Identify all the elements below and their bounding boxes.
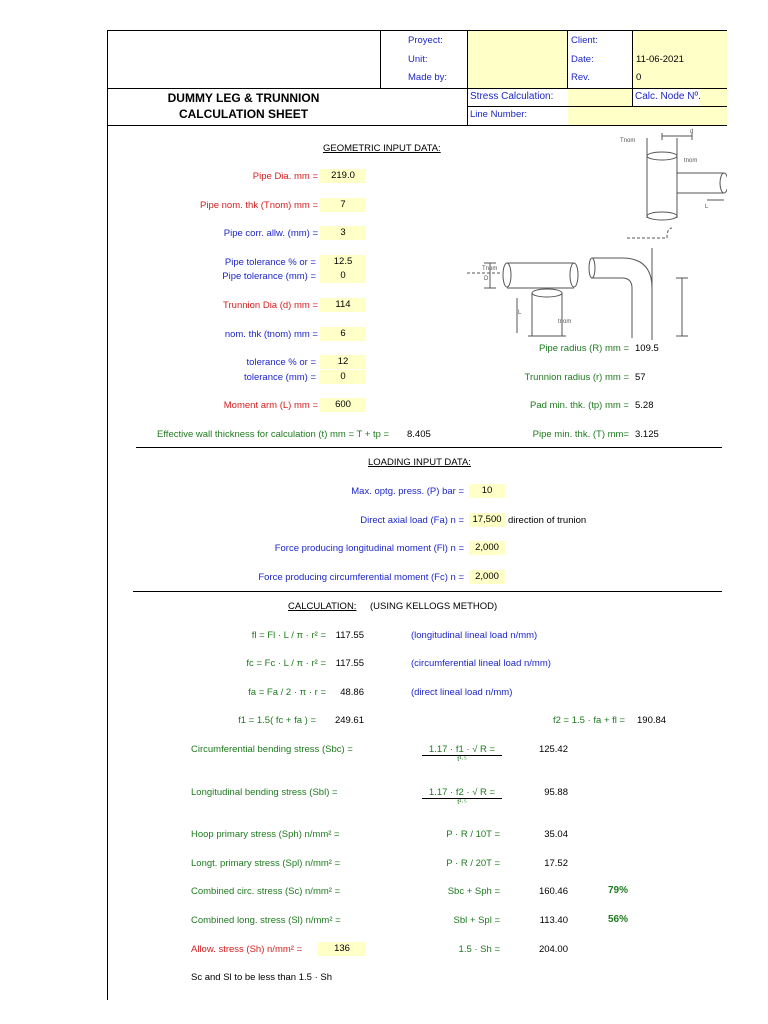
pipe-tol-pct-label: Pipe tolerance % or = [224,257,316,268]
sl-percent: 56% [608,914,629,925]
axial-load-label: Direct axial load (Fa) n = [360,515,464,526]
calc-node-label: Calc. Node Nº. [635,91,701,102]
loading-section-title: LOADING INPUT DATA: [368,457,471,468]
diagram-vertical-pipe [647,138,677,218]
diagram-horizontal-pipe-left-end [503,263,511,287]
spl-label: Longt. primary stress (Spl) n/mm² = [191,858,341,869]
diagram-pipe-top-end [647,152,677,160]
axial-load-input[interactable]: 17,500 [469,513,505,527]
rev-value[interactable]: 0 [636,72,642,83]
trunnion-radius-label: Trunnion radius (r) mm = [524,372,629,383]
pipe-tol-mm-input[interactable]: 0 [320,269,366,283]
diagram-label-2: d [690,129,694,135]
diagram-dummy-leg-top [532,289,562,297]
header-divider-1 [380,30,381,88]
fc-value: 117.55 [335,658,364,669]
f2-formula: f2 = 1.5 · fa + fl = [553,715,626,726]
pipe-corr-label: Pipe corr. allw. (mm) = [223,228,318,239]
sc-label: Combined circ. stress (Sc) n/mm² = [191,886,341,897]
line-number-label: Line Number: [470,109,528,120]
diagram-pipe-bottom-end [647,212,677,220]
sl-formula: Sbl + Spl = [453,915,500,926]
pipe-min-value: 3.125 [635,429,659,440]
tol-mm-label: tolerance (mm) = [243,372,316,383]
section-divider-2 [133,591,722,592]
stress-calc-cell[interactable] [568,89,632,106]
made-by-label: Made by: [408,72,448,83]
conclusion-note: Sc and Sl to be less than 1.5 · Sh [191,972,333,983]
diagram-label-6: Tnom [482,266,498,272]
geometric-section-title: GEOMETRIC INPUT DATA: [323,143,441,154]
sbc-formula-denominator: t¹·⁵ [457,756,467,763]
trunnion-radius-value: 57 [635,372,646,383]
eff-wall-label: Effective wall thickness for calculation (t) mm = T + tp = [157,429,390,440]
fl-load-input[interactable]: 2,000 [469,541,505,555]
fl-load-label: Force producing longitudinal moment (Fl) n = [274,543,464,554]
spl-formula: P · R / 20T = [446,858,500,869]
sh-result: 204.00 [538,944,568,955]
tol-pct-input[interactable]: 12 [320,355,366,369]
tol-mm-input[interactable]: 0 [320,370,366,384]
fc-note: (circumferential lineal load n/mm) [411,658,551,669]
moment-arm-label: Moment arm (L) mm = [223,400,318,411]
diagram-elbow-dim [676,278,688,336]
pressure-label: Max. optg. press. (P) bar = [351,486,464,497]
diagram-label-1: Tnom [620,138,636,144]
pipe-corr-input[interactable]: 3 [320,226,366,240]
header-hline-3 [107,125,727,126]
diagram-label-5: D [484,276,489,282]
fa-value: 48.86 [340,687,364,698]
sbl-value: 95.88 [544,787,568,798]
sc-percent: 79% [608,885,629,896]
f1-value: 249.61 [334,715,364,726]
fc-load-label: Force producing circumferential moment (Fc) n = [258,572,464,583]
pipe-dia-input[interactable]: 219.0 [320,169,366,183]
sph-label: Hoop primary stress (Sph) n/mm² = [191,829,340,840]
diagram-elbow-inlet [589,258,595,278]
line-number-cell[interactable] [568,107,727,125]
nom-thk-input[interactable]: 6 [320,327,366,341]
diagram-horizontal-pipe [507,263,574,288]
pipe-radius-value: 109.5 [635,343,659,354]
pad-min-value: 5.28 [635,400,654,411]
eff-wall-value: 8.405 [407,429,431,440]
pipe-min-label: Pipe min. thk. (T) mm= [532,429,629,440]
sl-value: 113.40 [539,915,568,926]
sbl-formula-numerator: 1.17 · f2 · √ R = [422,787,502,799]
diagram-label-7: tnom [558,319,572,325]
fc-formula: fc = Fc · L / π · r² = [246,658,326,669]
pipe-thk-label: Pipe nom. thk (Tnom) mm = [200,200,318,211]
sbl-formula [422,787,502,806]
diagram-trunnion-end [720,173,727,193]
moment-arm-input[interactable]: 600 [320,398,366,412]
client-label: Client: [571,35,598,46]
sheet-left-border [107,30,108,1000]
sh-label: Allow. stress (Sh) n/mm² = [191,944,303,955]
diagram-horizontal-pipe-right-end [570,263,578,287]
pipe-radius-label: Pipe radius (R) mm = [538,343,629,354]
header-hline-1 [107,88,727,89]
diagram-elbow-centerline [627,228,672,238]
project-label: Proyect: [408,35,443,46]
pipe-thk-input[interactable]: 7 [320,198,366,212]
date-label: Date: [571,54,594,65]
pipe-dia-label: Pipe Dia. mm = [252,171,318,182]
sl-label: Combined long. stress (Sl) n/mm² = [191,915,341,926]
sh-input[interactable]: 136 [318,942,366,956]
diagram-label-8: L [518,310,522,316]
f2-value: 190.84 [637,715,667,726]
pipe-tol-mm-label: Pipe tolerance (mm) = [222,271,316,282]
sbc-formula [422,744,502,763]
sheet-title-line2: CALCULATION SHEET [178,107,309,121]
sph-formula: P · R / 10T = [446,829,500,840]
sbc-value: 125.42 [538,744,568,755]
sbc-label: Circumferential bending stress (Sbc) = [191,744,353,755]
date-value[interactable]: 11-06-2021 [636,54,684,65]
nom-thk-label: nom. thk (tnom) mm = [224,329,318,340]
header-divider-3 [567,30,568,88]
sph-value: 35.04 [544,829,568,840]
fl-value: 117.55 [335,630,364,641]
trunnion-dia-label: Trunnion Dia (d) mm = [223,300,318,311]
stress-calc-label: Stress Calculation: [470,91,554,102]
diagram-label-4: L [705,204,709,210]
fc-load-input[interactable]: 2,000 [469,570,505,584]
trunnion-dia-input[interactable]: 114 [320,298,366,312]
f1-formula: f1 = 1.5( fc + fa ) = [238,715,316,726]
fl-formula: fl = Fl · L / π · r² = [251,630,326,641]
calculation-section-title: CALCULATION: [288,601,357,612]
diagram-horizontal-trunnion [677,173,724,193]
sc-value: 160.46 [538,886,568,897]
pipe-tol-pct-input[interactable]: 12.5 [320,255,366,269]
diagram-label-3: tnom [684,158,698,164]
axial-load-note: direction of trunion [508,515,587,526]
sheet-title-line1: DUMMY LEG & TRUNNION [167,91,320,105]
diagram-top-dim-lines [662,133,724,200]
section-divider-1 [136,447,722,448]
sbl-label: Longitudinal bending stress (Sbl) = [191,787,338,798]
fa-formula: fa = Fa / 2 · π · r = [248,687,326,698]
tol-pct-label: tolerance % or = [246,357,316,368]
sh-formula: 1.5 · Sh = [458,944,500,955]
sc-formula: Sbc + Sph = [447,886,500,897]
fl-note: (longitudinal lineal load n/mm) [411,630,538,641]
fa-note: (direct lineal load n/mm) [411,687,513,698]
rev-label: Rev. [571,72,590,83]
trunnion-diagram [462,128,727,343]
unit-label: Unit: [408,54,428,65]
pressure-input[interactable]: 10 [469,484,505,498]
spl-value: 17.52 [544,858,568,869]
project-cell[interactable] [468,31,567,88]
calculation-method: (USING KELLOGS METHOD) [370,601,498,612]
diagram-elbow [592,258,652,338]
sbc-formula-numerator: 1.17 · f1 · √ R = [422,744,502,756]
calc-node-cell[interactable] [700,89,727,106]
sbl-formula-denominator: t¹·⁵ [457,799,467,806]
diagram-dummy-leg [532,293,562,336]
pad-min-label: Pad min. thk. (tp) mm = [530,400,629,411]
